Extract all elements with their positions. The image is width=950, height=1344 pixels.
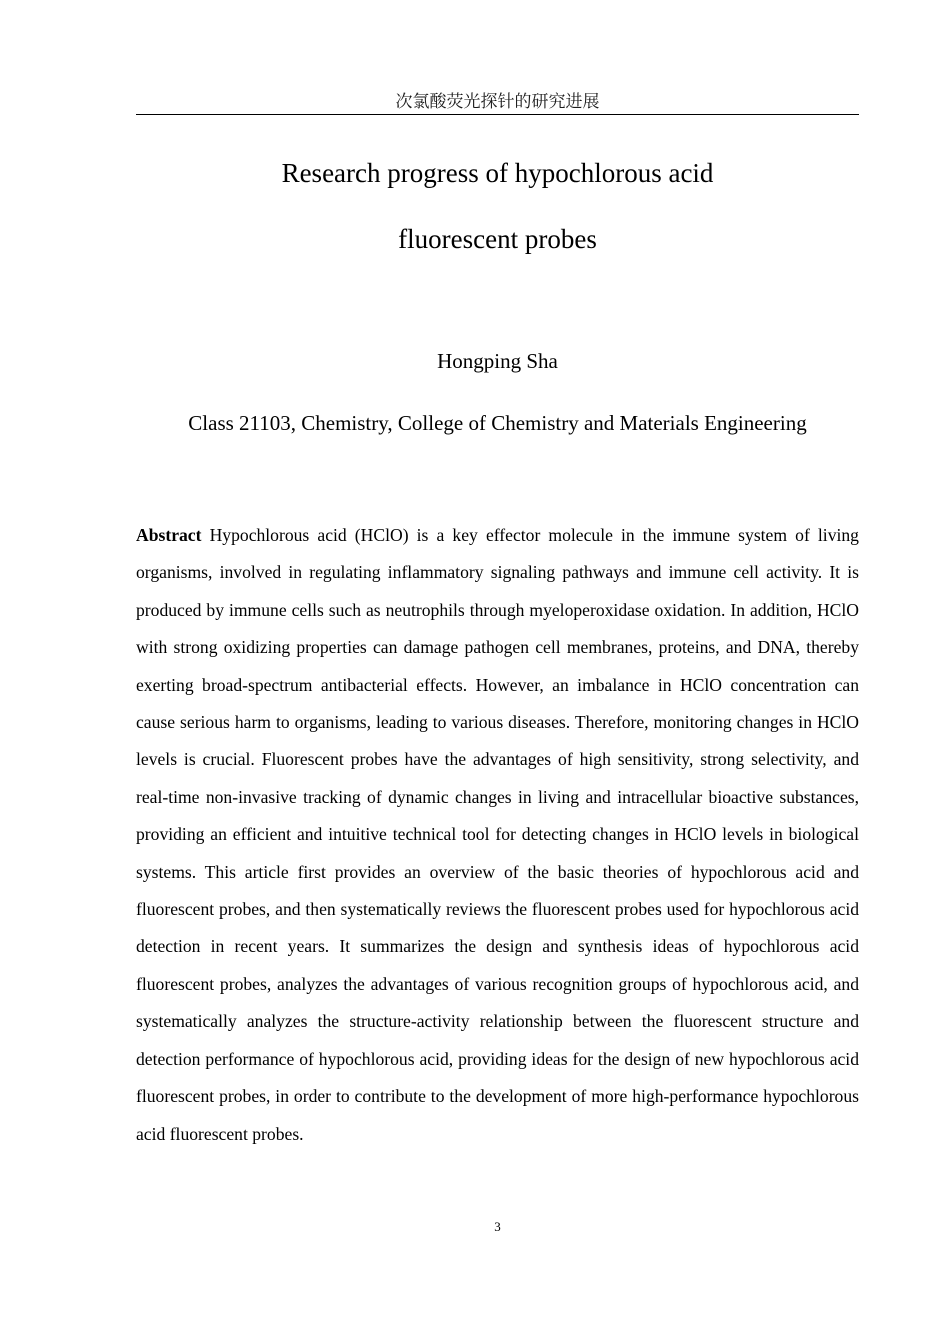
author-affiliation: Class 21103, Chemistry, College of Chemistry and Materials Engineering — [188, 411, 807, 435]
abstract-label: Abstract — [136, 525, 202, 545]
header-divider — [136, 114, 859, 115]
paper-title-line-2: fluorescent probes — [398, 224, 597, 254]
abstract-paragraph — [136, 517, 859, 1153]
abstract-text: Hypochlorous acid (HClO) is a key effector molecule in the immune system of living organisms, involved in regulating inflammatory signaling pathways and immune cell activity. It is produced by immune cells such as neutrophils through myeloperoxidase oxidation. In addition, HClO with strong oxidizing properties can damage pathogen cell membranes, proteins, and DNA, thereby exerting broad-spectrum antibacterial effects. However, an imbalance in HClO concentration can cause serious harm to organisms, leading to various diseases. Therefore, monitoring changes in HClO levels is crucial. Fluorescent probes have the advantages of high sensitivity, strong selectivity, and real-time non-invasive tracking of dynamic changes in living and intracellular bioactive substances, providing an efficient and intuitive technical tool for detecting changes in HClO levels in biological systems. This article first provides an overview of the basic theories of hypochlorous acid and fluorescent probes, and then systematically reviews the fluorescent probes used for hypochlorous acid detection in recent years. It summarizes the design and synthesis ideas of hypochlorous acid fluorescent probes, analyzes the advantages of various recognition groups of hypochlorous acid, and systematically analyzes the structure-activity relationship between the fluorescent structure and detection performance of hypochlorous acid, providing ideas for the design of new hypochlorous acid fluorescent probes, in order to contribute to the development of more high-performance hypochlorous acid fluorescent probes. — [136, 525, 859, 1144]
author-name: Hongping Sha — [437, 349, 558, 373]
paper-title — [136, 140, 859, 272]
running-header: 次氯酸荧光探针的研究进展 — [395, 92, 600, 112]
page-number: 3 — [494, 1219, 501, 1234]
paper-title-line-1: Research progress of hypochlorous acid — [281, 158, 714, 188]
